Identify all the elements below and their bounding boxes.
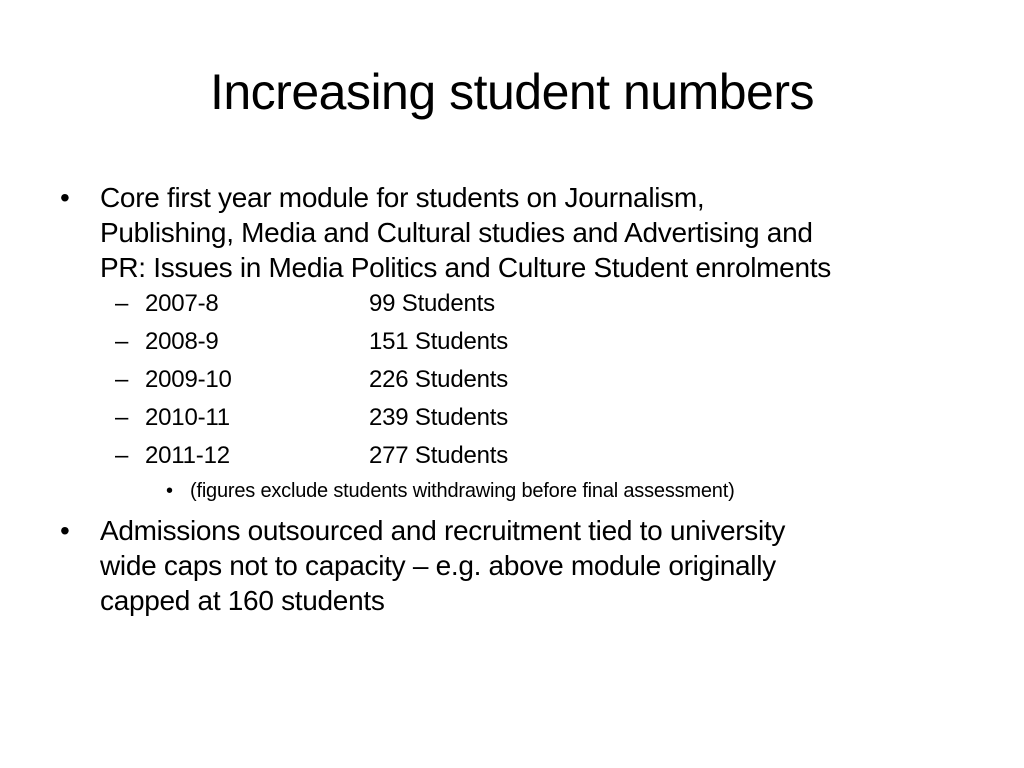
slide-title: Increasing student numbers [209, 64, 815, 120]
enrolment-count: 151 Students [369, 328, 509, 355]
enrolment-item [60, 323, 980, 361]
bullet-core-module [60, 180, 980, 285]
bullet-line: Admissions outsourced and recruitment tied to university [100, 515, 786, 546]
enrolment-item [60, 285, 980, 323]
dash-icon: – [115, 404, 129, 431]
enrolment-item [60, 399, 980, 437]
enrolment-count: 226 Students [369, 366, 509, 393]
enrolment-item [60, 437, 980, 475]
enrolment-item [60, 361, 980, 399]
footnote-item [60, 475, 980, 507]
slide-body [60, 180, 980, 618]
enrolment-count: 239 Students [369, 404, 509, 431]
dash-icon: – [115, 442, 129, 469]
enrolment-year: 2009-10 [145, 366, 232, 393]
enrolment-year: 2007-8 [145, 290, 219, 317]
bullet-line: wide caps not to capacity – e.g. above module originally [100, 550, 776, 581]
bullet-line: PR: Issues in Media Politics and Culture Student enrolments [100, 252, 831, 283]
bullet-line: capped at 160 students [100, 585, 385, 616]
dash-icon: – [115, 328, 129, 355]
enrolment-count: 99 Students [369, 290, 495, 317]
dash-icon: – [115, 366, 129, 393]
enrolment-count: 277 Students [369, 442, 509, 469]
enrolment-year: 2010-11 [145, 404, 230, 431]
footnote-text: (figures exclude students withdrawing before final assessment) [190, 480, 735, 502]
bullet-admissions [60, 513, 980, 618]
bullet-line: Publishing, Media and Cultural studies and Advertising and [100, 217, 813, 248]
enrolment-year: 2008-9 [145, 328, 219, 355]
enrolment-year: 2011-12 [145, 442, 230, 469]
bullet-icon: • [166, 480, 173, 502]
bullet-line: Core first year module for students on Journalism, [100, 182, 705, 213]
bullet-icon: • [60, 515, 70, 546]
dash-icon: – [115, 290, 129, 317]
bullet-icon: • [60, 182, 70, 213]
